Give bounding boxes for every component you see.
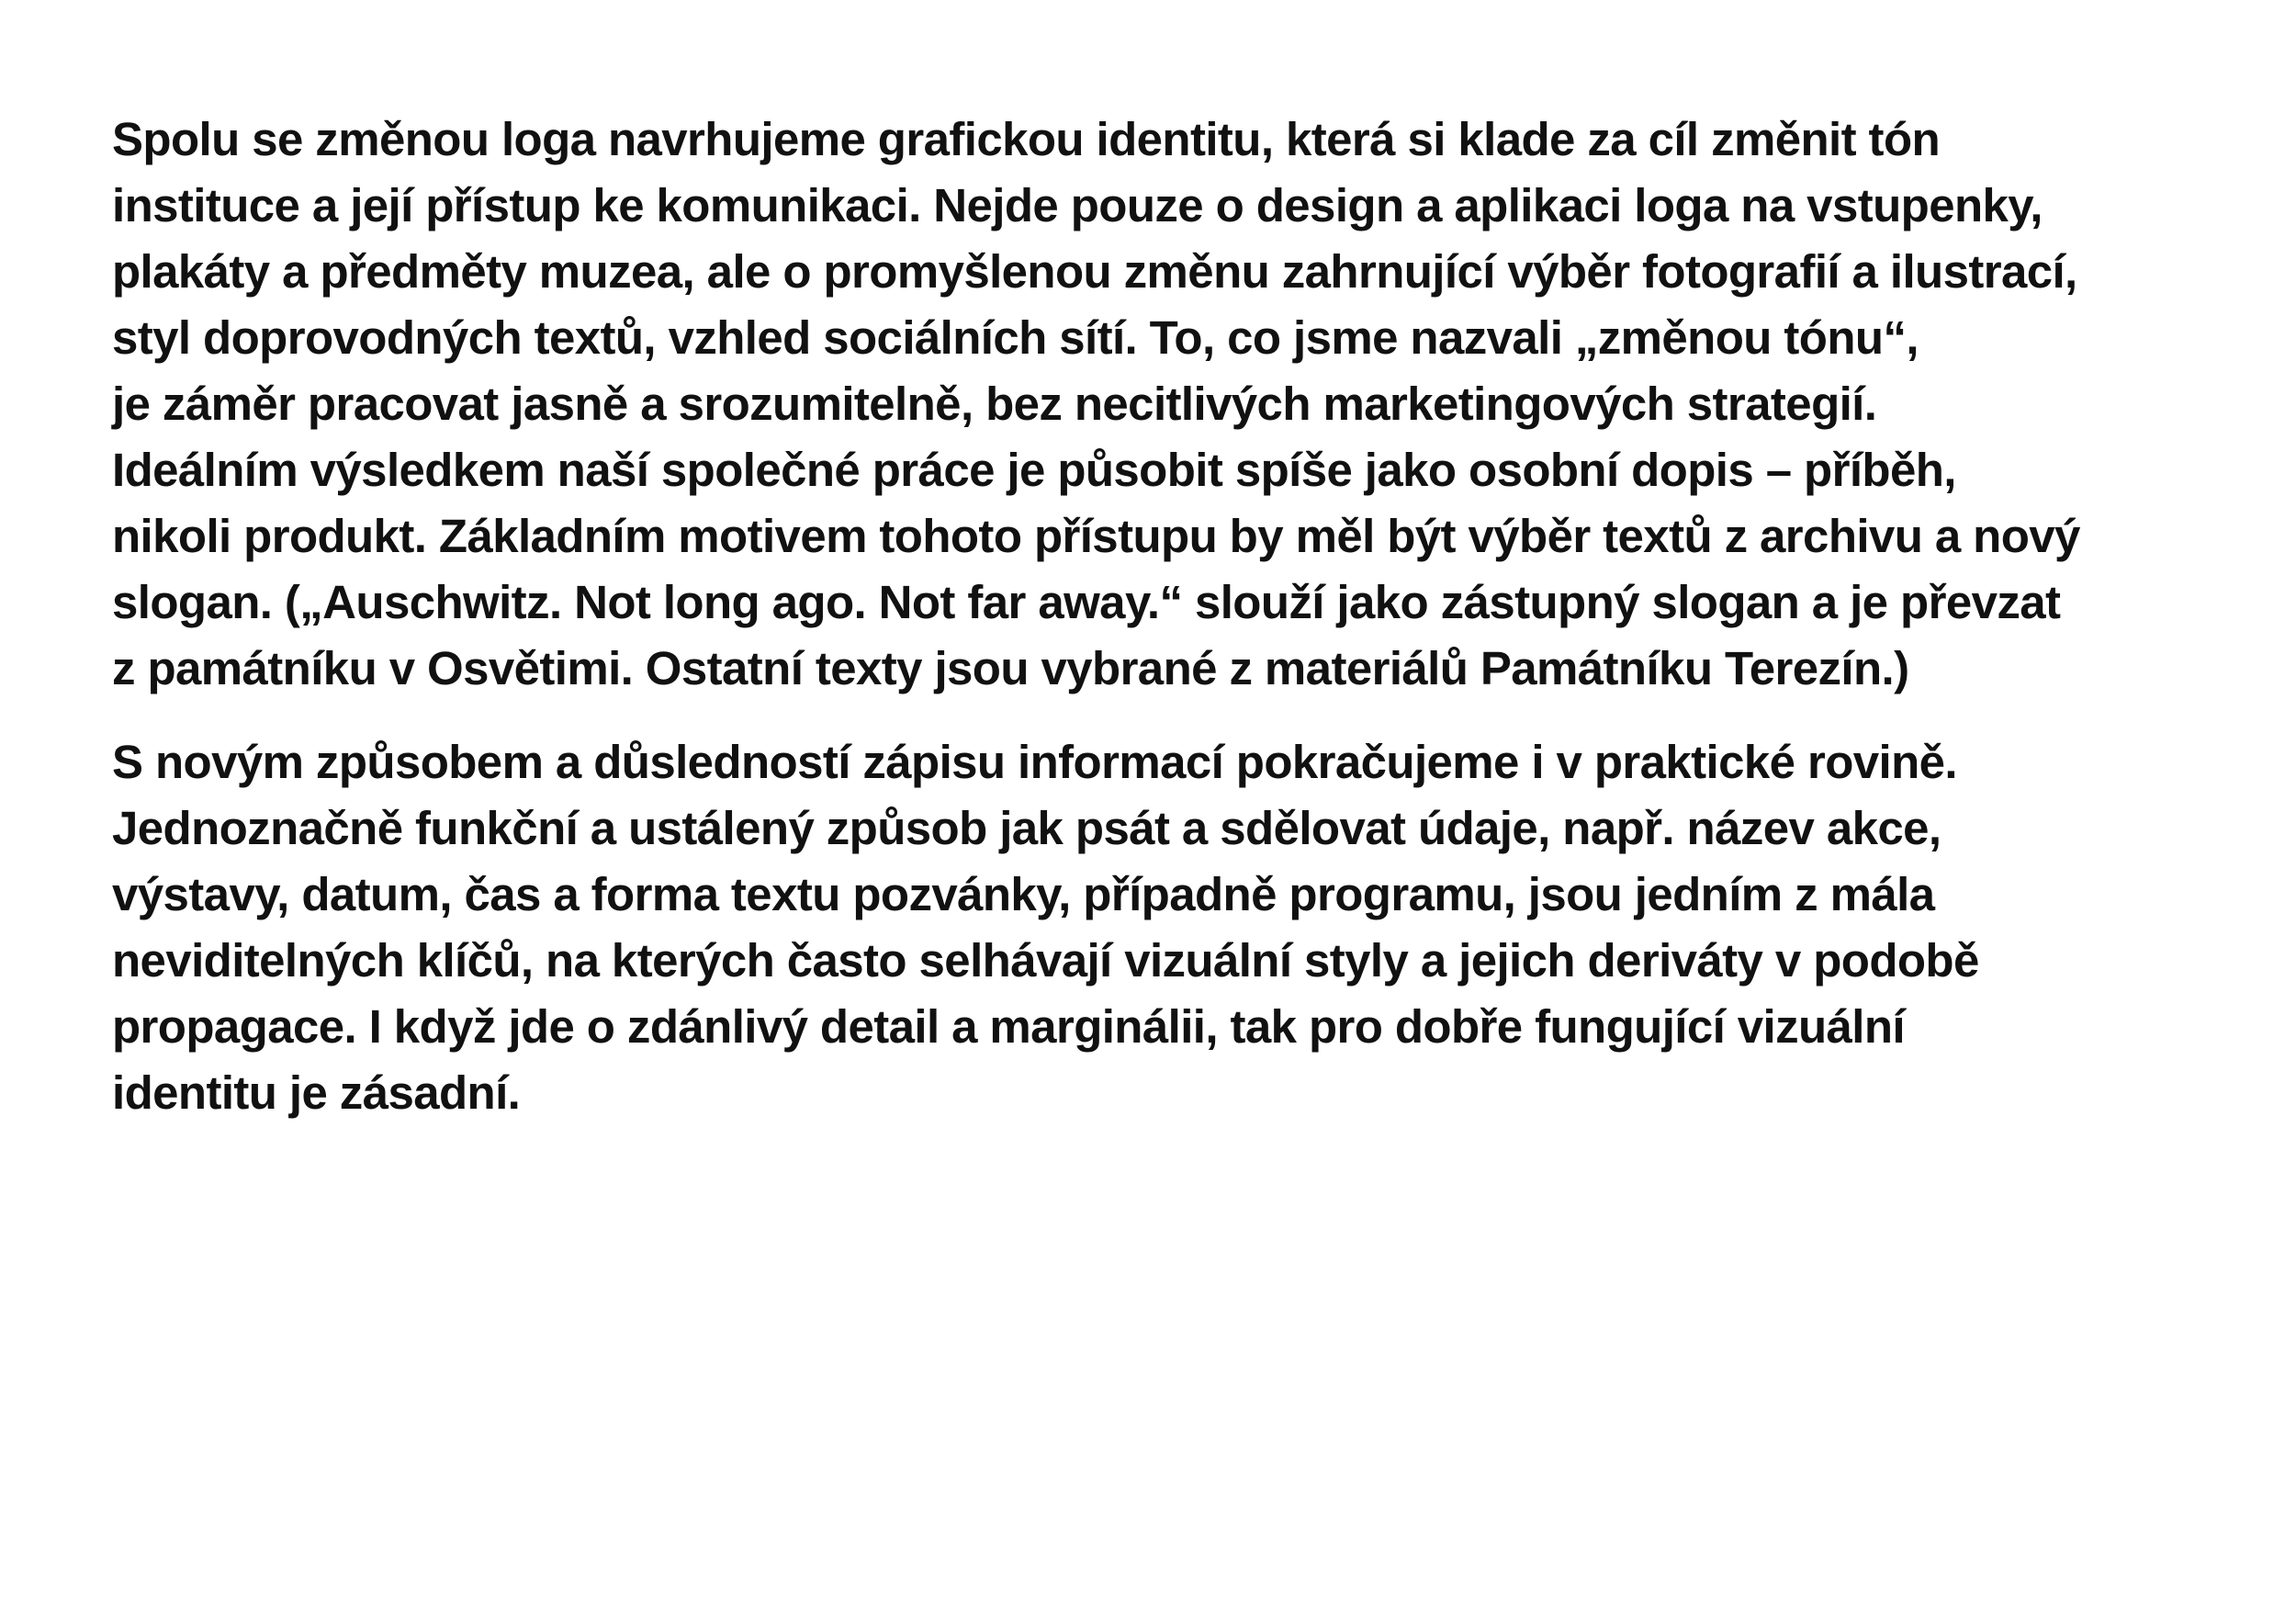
text-line: je záměr pracovat jasně a srozumitelně, bez necitlivých marketingových strategií.	[112, 378, 1877, 430]
text-line: Ideálním výsledkem naší společné práce je působit spíše jako osobní dopis – příběh,	[112, 444, 1956, 496]
text-line: Jednoznačně funkční a ustálený způsob jak psát a sdělovat údaje, např. název akce,	[112, 802, 1941, 854]
text-line: plakáty a předměty muzea, ale o promyšlenou změnu zahrnující výběr fotografií a ilustrací,	[112, 245, 2077, 298]
text-line: propagace. I když jde o zdánlivý detail a marginálii, tak pro dobře fungující vizuální	[112, 1000, 1905, 1053]
text-line: nikoli produkt. Základním motivem tohoto přístupu by měl být výběr textů z archivu a nový	[112, 510, 2080, 562]
text-line: styl doprovodných textů, vzhled sociálních sítí. To, co jsme nazvali „změnou tónu“,	[112, 311, 1919, 364]
text-line: neviditelných klíčů, na kterých často selhávají vizuální styly a jejich deriváty v podobě	[112, 934, 1979, 987]
text-line: instituce a její přístup ke komunikaci. Nejde pouze o design a aplikaci loga na vstupenky,	[112, 179, 2043, 231]
text-line: výstavy, datum, čas a forma textu pozvánky, případně programu, jsou jedním z mála	[112, 868, 1935, 920]
paragraph-information-writing	[112, 729, 2261, 1126]
text-line: slogan. („Auschwitz. Not long ago. Not far away.“ slouží jako zástupný slogan a je převzat	[112, 576, 2061, 628]
text-line: Spolu se změnou loga navrhujeme grafickou identitu, která si klade za cíl změnit tón	[112, 113, 1941, 165]
text-line: identitu je zásadní.	[112, 1066, 521, 1119]
paragraph-identity-concept	[112, 107, 2261, 702]
text-line: S novým způsobem a důsledností zápisu informací pokračujeme i v praktické rovině.	[112, 736, 1958, 788]
text-line: z památníku v Osvětimi. Ostatní texty jsou vybrané z materiálů Památníku Terezín.)	[112, 642, 1909, 694]
